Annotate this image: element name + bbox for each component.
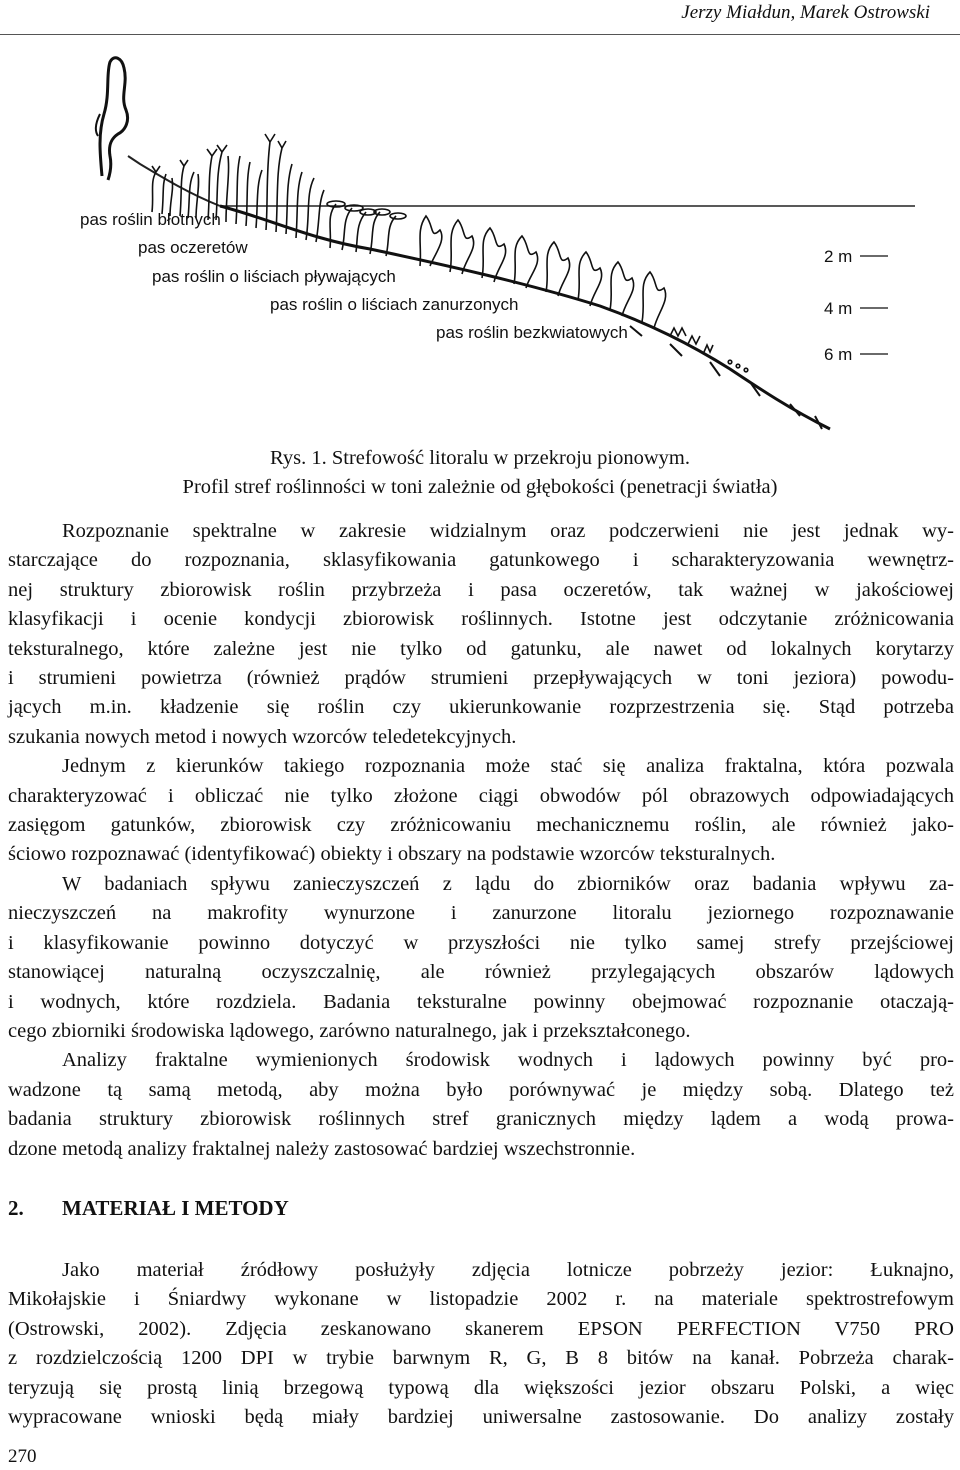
text-line: klasyfikacji i ocenie kondycji zbiorowisk roślinnych. Istotne jest odczytanie zróżnicowania bbox=[8, 608, 954, 631]
text-line: Rozpoznanie spektralne w zakresie widzialnym oraz podczerwieni nie jest jednak wy- bbox=[62, 520, 954, 542]
text-line: Jednym z kierunków takiego rozpoznania może stać się analiza fraktalna, która pozwala bbox=[62, 755, 954, 778]
header-rule bbox=[0, 34, 960, 35]
littoral-diagram bbox=[70, 44, 940, 444]
text-line: zasięgom gatunków, zbiorowisk czy zróżnicowaniu mechanicznemu roślin, ale również jako- bbox=[8, 814, 954, 837]
text-line: i klasyfikowanie powinno dotyczyć w przyszłości nie tylko samej strefy przejściowej bbox=[8, 931, 954, 954]
text-line: szukania nowych metod i nowych wzorców teledetekcyjnych. bbox=[8, 725, 517, 748]
text-line: i wodnych, które rozdziela. Badania teksturalne powinny obejmować rozpoznanie otaczają- bbox=[8, 990, 954, 1013]
zone-label-nonflowering: pas roślin bezkwiatowych bbox=[436, 323, 628, 342]
text-line: Jako materiał źródłowy posłużyły zdjęcia lotnicze pobrzeży jezior: Łuknajno, bbox=[62, 1259, 954, 1281]
zone-label-reeds: pas oczeretów bbox=[138, 238, 248, 257]
page-number: 270 bbox=[8, 1446, 37, 1467]
text-line: nej struktury zbiorowisk roślin przybrzeża i pasa oczeretów, tak ważnej w jakościowej bbox=[8, 578, 954, 601]
text-line: charakteryzować i obliczać nie tylko złożone ciągi obwodów pól obrazowych odpowiadających bbox=[8, 784, 954, 807]
text-line: teryzują się prostą linią brzegową typową dla większości jezior obszaru Polski, a więc bbox=[8, 1376, 954, 1399]
littoral-zonation-figure bbox=[70, 44, 940, 444]
shore-tree bbox=[100, 58, 128, 180]
body-text-block-2 bbox=[8, 1256, 954, 1432]
text-line: Analizy fraktalne wymienionych środowisk wodnych i lądowych powinny być pro- bbox=[62, 1049, 954, 1072]
text-line: starczające do rozpoznania, sklasyfikowania gatunkowego i scharakteryzowania wewnętrz- bbox=[8, 549, 954, 572]
shore-bank bbox=[128, 156, 220, 206]
paragraph bbox=[8, 1046, 954, 1164]
text-line: jących m.in. kładzenie się roślin czy ukierunkowanie rozprzestrzenia się. Stąd potrzeba bbox=[8, 696, 954, 719]
text-line: z rozdzielczością 1200 DPI w trybie barwnym R, G, B 8 bitów na kanał. Pobrzeża charak- bbox=[8, 1347, 954, 1370]
zone-label-submerged: pas roślin o liściach zanurzonych bbox=[270, 295, 519, 314]
depth-label-4m: 4 m bbox=[824, 299, 853, 318]
text-line: cego zbiorniki środowiska lądowego, zarówno naturalnego, jak i przekształconego. bbox=[8, 1019, 691, 1042]
text-line: ściowo rozpoznawać (identyfikować) obiekty i obszary na podstawie wzorców teksturalnych. bbox=[8, 843, 776, 866]
text-line: i strumieni powietrza (również prądów strumieni przepływających w toni jeziora) powodu- bbox=[8, 667, 954, 690]
text-line: wadzone tą samą metodą, aby można było porównywać je między sobą. Dlatego też bbox=[8, 1078, 954, 1101]
figure-caption bbox=[0, 444, 960, 502]
section-title: MATERIAŁ I METODY bbox=[62, 1196, 289, 1220]
text-line: nieczyszczeń na makrofity wynurzone i zanurzone litoralu jeziornego rozpoznawanie bbox=[8, 902, 954, 925]
text-line: teksturalnego, które zależne jest nie tylko od gatunku, ale nawet od lokalnych korytarzy bbox=[8, 637, 954, 660]
depth-label-2m: 2 m bbox=[824, 247, 853, 266]
paragraph bbox=[8, 1256, 954, 1432]
text-line: (Ostrowski, 2002). Zdjęcia zeskanowano skanerem EPSON PERFECTION V750 PRO bbox=[8, 1317, 954, 1340]
paragraph bbox=[8, 517, 954, 752]
text-line: wypracowane wnioski będą miały bardziej uniwersalne zastosowanie. Do analizy zostały bbox=[8, 1406, 954, 1429]
depth-label-6m: 6 m bbox=[824, 345, 853, 364]
caption-line-2: Profil stref roślinności w toni zależnie od głębokości (penetracji światła) bbox=[182, 476, 778, 498]
body-text-block-1 bbox=[8, 517, 954, 1164]
paragraph bbox=[8, 752, 954, 870]
text-line: Mikołajskie i Śniardwy wykonane w listopadzie 2002 r. na materiale spektrostrefowym bbox=[8, 1288, 954, 1311]
text-line: stanowiącej naturalną oczyszczalnię, ale również przylegających obszarów lądowych bbox=[8, 961, 954, 984]
text-line: dzone metodą analizy fraktalnej należy zastosować bardziej wszechstronnie. bbox=[8, 1137, 636, 1160]
zone-label-floating: pas roślin o liściach pływających bbox=[152, 267, 396, 286]
caption-line-1: Rys. 1. Strefowość litoralu w przekroju pionowym. bbox=[270, 447, 690, 469]
text-line: W badaniach spływu zanieczyszczeń z lądu do zbiorników oraz badania wpływu za- bbox=[62, 872, 954, 895]
running-header: Jerzy Miałdun, Marek Ostrowski bbox=[681, 2, 930, 23]
text-line: badania struktury zbiorowisk roślinnych stref granicznych między lądem a wodą prowa- bbox=[8, 1108, 954, 1131]
paragraph bbox=[8, 870, 954, 1046]
zone-label-marsh: pas roślin błotnych bbox=[80, 210, 221, 229]
section-heading bbox=[8, 1196, 289, 1221]
section-number: 2. bbox=[8, 1196, 24, 1220]
